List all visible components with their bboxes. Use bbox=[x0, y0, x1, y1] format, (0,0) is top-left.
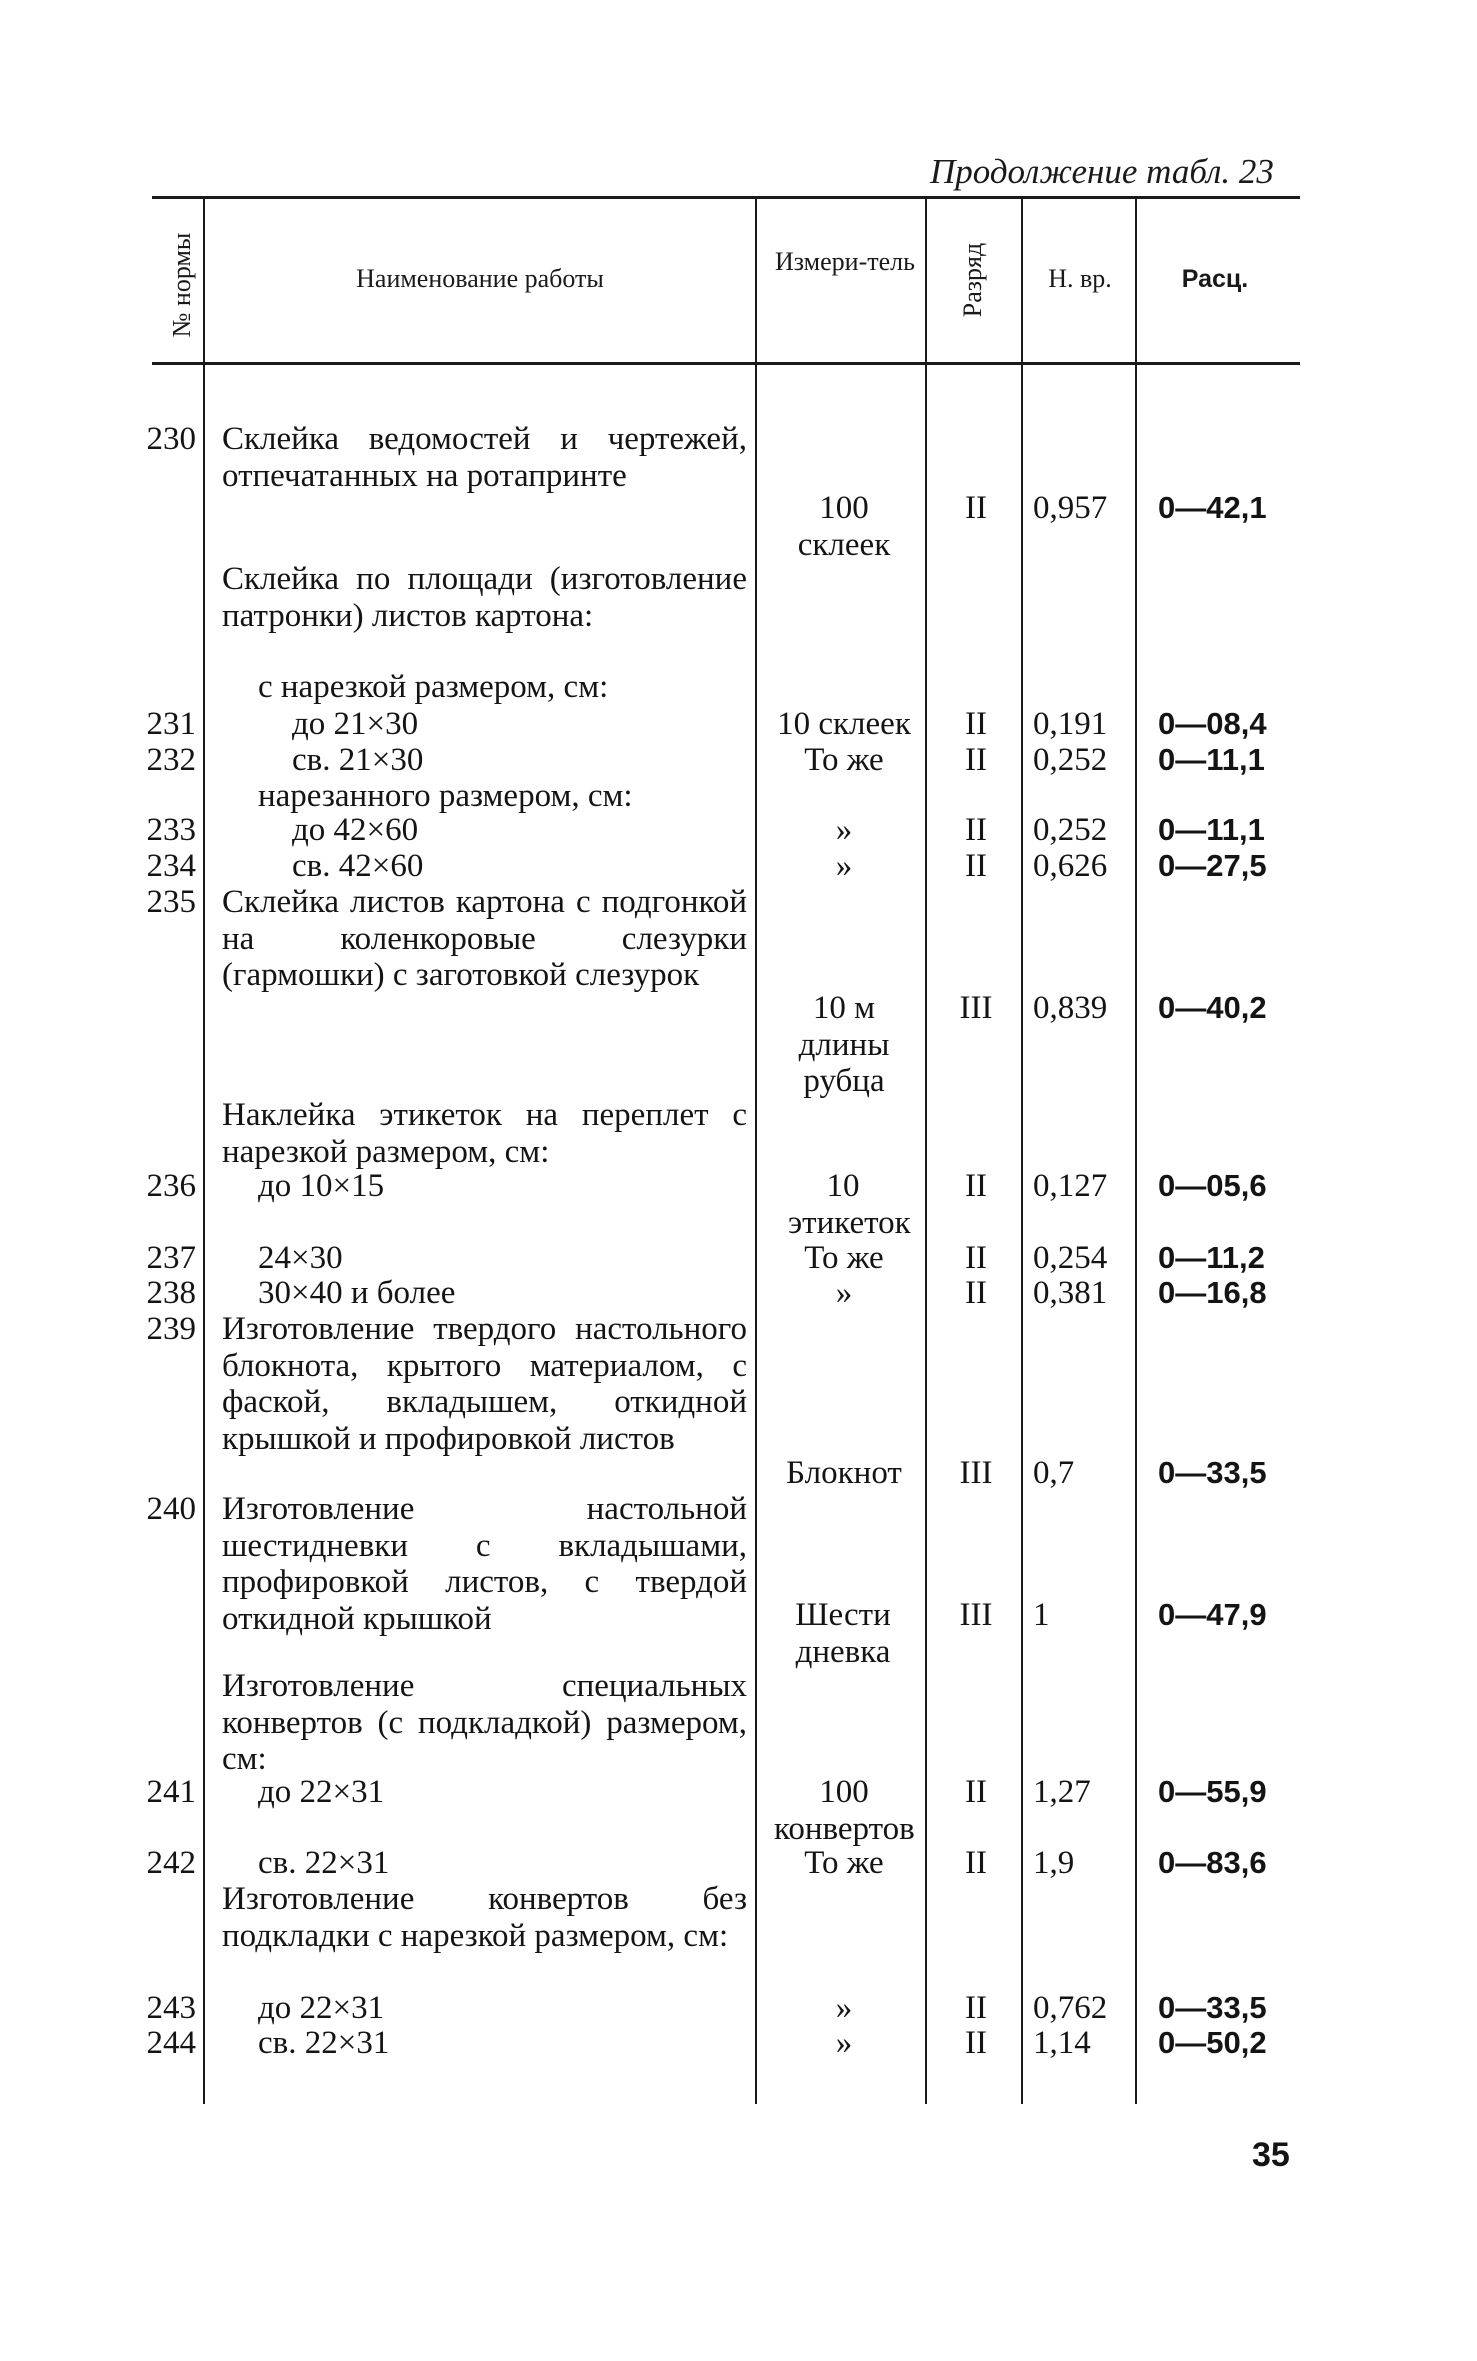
work-description: Изготовление твердого настольного блокнота, крытого материалом, с фаской, вкладышем, откидной крышкой и профировкой листов bbox=[222, 1311, 747, 1457]
table-caption: Продолжение табл. 23 bbox=[930, 152, 1274, 191]
time-cell: 0,381 bbox=[1033, 1275, 1108, 1311]
rate-cell: 0—40,2 bbox=[1158, 990, 1267, 1025]
unit-cell: То же bbox=[804, 742, 884, 778]
unit-cell: 10 этикеток bbox=[788, 1168, 911, 1241]
grade-cell: III bbox=[959, 1597, 993, 1633]
time-cell: 0,839 bbox=[1033, 990, 1108, 1026]
unit-cell: » bbox=[835, 1275, 853, 1311]
unit-cell: » bbox=[835, 812, 853, 848]
work-description: св. 22×31 bbox=[258, 2025, 390, 2061]
norm-number: 239 bbox=[146, 1311, 196, 1347]
norm-number: 238 bbox=[146, 1275, 196, 1311]
time-cell: 1,27 bbox=[1033, 1774, 1091, 1810]
rate-cell: 0—11,1 bbox=[1158, 742, 1265, 777]
grade-cell: II bbox=[965, 1774, 987, 1810]
grade-cell: II bbox=[965, 490, 987, 526]
rate-cell: 0—50,2 bbox=[1158, 2025, 1267, 2060]
norm-number: 243 bbox=[146, 1990, 196, 2026]
unit-cell: » bbox=[835, 2025, 853, 2061]
rate-cell: 0—33,5 bbox=[1158, 1455, 1267, 1490]
unit-cell: 10 м длины рубца bbox=[798, 990, 890, 1099]
norm-number: 240 bbox=[146, 1491, 196, 1527]
group-heading: Склейка по площади (изготовление патронки) листов картона: bbox=[222, 561, 747, 634]
work-description: св. 22×31 bbox=[258, 1845, 390, 1881]
grade-cell: II bbox=[965, 1990, 987, 2026]
work-description: Изготовление настольной шестидневки с вкладышами, профировкой листов, с твердой откидной крышкой bbox=[222, 1491, 747, 1637]
header-bottom-rule bbox=[152, 362, 1300, 365]
rate-cell: 0—08,4 bbox=[1158, 706, 1267, 741]
rate-cell: 0—11,2 bbox=[1158, 1240, 1265, 1275]
norm-number: 235 bbox=[146, 884, 196, 920]
time-cell: 1 bbox=[1033, 1597, 1050, 1633]
column-divider bbox=[1135, 199, 1137, 2104]
time-cell: 0,252 bbox=[1033, 812, 1108, 848]
grade-cell: II bbox=[965, 742, 987, 778]
unit-cell: » bbox=[835, 848, 853, 884]
column-divider bbox=[203, 199, 205, 2104]
work-description: до 10×15 bbox=[258, 1168, 385, 1204]
rate-cell: 0—83,6 bbox=[1158, 1845, 1267, 1880]
work-description: до 21×30 bbox=[292, 706, 419, 742]
grade-cell: III bbox=[959, 990, 993, 1026]
work-description: до 42×60 bbox=[292, 812, 419, 848]
work-description: 24×30 bbox=[258, 1240, 343, 1276]
time-cell: 0,254 bbox=[1033, 1240, 1108, 1276]
page-number: 35 bbox=[1252, 2136, 1290, 2174]
time-cell: 0,762 bbox=[1033, 1990, 1108, 2026]
grade-cell: III bbox=[959, 1455, 993, 1491]
column-divider bbox=[925, 199, 927, 2104]
column-divider bbox=[1021, 199, 1023, 2104]
norm-number: 242 bbox=[146, 1845, 196, 1881]
header-work-name: Наименование работы bbox=[356, 264, 604, 293]
unit-cell: 100 склеек bbox=[797, 490, 891, 563]
grade-cell: II bbox=[965, 706, 987, 742]
grade-cell: II bbox=[965, 848, 987, 884]
grade-cell: II bbox=[965, 1168, 987, 1204]
unit-cell: 10 склеек bbox=[777, 706, 911, 742]
work-description: Склейка листов картона с подгонкой на коленкоровые слезурки (гармошки) с заготовкой слезурок bbox=[222, 884, 747, 993]
work-description: 30×40 и более bbox=[258, 1275, 456, 1311]
time-cell: 0,957 bbox=[1033, 490, 1108, 526]
unit-cell: То же bbox=[804, 1240, 884, 1276]
unit-cell: 100 конвертов bbox=[774, 1774, 915, 1847]
work-description: св. 42×60 bbox=[292, 848, 424, 884]
norm-number: 237 bbox=[146, 1240, 196, 1276]
norm-number: 234 bbox=[146, 848, 196, 884]
subgroup-heading: нарезанного размером, см: bbox=[258, 778, 633, 814]
time-cell: 0,7 bbox=[1033, 1455, 1075, 1491]
header-grade: Разряд bbox=[958, 242, 987, 318]
rate-cell: 0—27,5 bbox=[1158, 848, 1267, 883]
rate-cell: 0—42,1 bbox=[1158, 490, 1267, 525]
norm-number: 233 bbox=[146, 812, 196, 848]
norm-number: 231 bbox=[146, 706, 196, 742]
table-top-rule bbox=[152, 196, 1300, 199]
time-cell: 0,191 bbox=[1033, 706, 1108, 742]
group-heading: Изготовление конвертов без подкладки с нарезкой размером, см: bbox=[222, 1881, 747, 1954]
unit-cell: Шестидневка bbox=[795, 1597, 891, 1670]
norm-number: 230 bbox=[146, 421, 196, 457]
rate-cell: 0—55,9 bbox=[1158, 1774, 1267, 1809]
work-description: Склейка ведомостей и чертежей, отпечатанных на ротапринте bbox=[222, 421, 747, 494]
rate-cell: 0—05,6 bbox=[1158, 1168, 1267, 1203]
grade-cell: II bbox=[965, 812, 987, 848]
header-norm-no: № нормы bbox=[167, 232, 196, 338]
unit-cell: Блокнот bbox=[786, 1455, 902, 1491]
work-description: до 22×31 bbox=[258, 1990, 385, 2026]
work-description: до 22×31 bbox=[258, 1774, 385, 1810]
unit-cell: То же bbox=[804, 1845, 884, 1881]
group-heading: Наклейка этикеток на переплет с нарезкой размером, см: bbox=[222, 1097, 747, 1170]
column-divider bbox=[755, 199, 757, 2104]
header-rate: Расц. bbox=[1181, 265, 1249, 293]
time-cell: 1,14 bbox=[1033, 2025, 1091, 2061]
group-heading: Изготовление специальных конвертов (с подкладкой) размером, см: bbox=[222, 1668, 747, 1777]
grade-cell: II bbox=[965, 1275, 987, 1311]
norm-number: 236 bbox=[146, 1168, 196, 1204]
rate-cell: 0—33,5 bbox=[1158, 1990, 1267, 2025]
time-cell: 0,252 bbox=[1033, 742, 1108, 778]
time-cell: 1,9 bbox=[1033, 1845, 1075, 1881]
time-cell: 0,626 bbox=[1033, 848, 1108, 884]
grade-cell: II bbox=[965, 1845, 987, 1881]
norm-number: 232 bbox=[146, 742, 196, 778]
rate-cell: 0—16,8 bbox=[1158, 1275, 1267, 1310]
unit-cell: » bbox=[835, 1990, 853, 2026]
rate-cell: 0—11,1 bbox=[1158, 812, 1265, 847]
time-cell: 0,127 bbox=[1033, 1168, 1108, 1204]
grade-cell: II bbox=[965, 1240, 987, 1276]
subgroup-heading: с нарезкой размером, см: bbox=[258, 669, 609, 705]
norm-number: 241 bbox=[146, 1774, 196, 1810]
grade-cell: II bbox=[965, 2025, 987, 2061]
header-time-norm: Н. вр. bbox=[1048, 264, 1112, 293]
rate-cell: 0—47,9 bbox=[1158, 1597, 1267, 1632]
header-unit: Измери-тель bbox=[775, 247, 915, 276]
work-description: св. 21×30 bbox=[292, 742, 424, 778]
norm-number: 244 bbox=[146, 2025, 196, 2061]
